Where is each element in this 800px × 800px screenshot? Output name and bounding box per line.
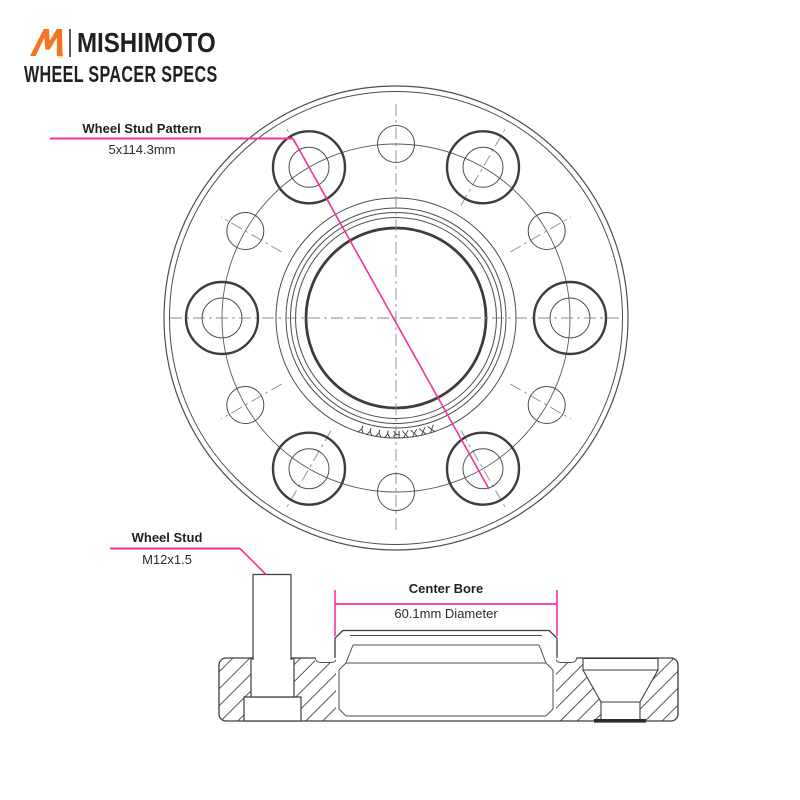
registered-mark: ® — [58, 53, 64, 60]
stud-pattern-label: Wheel Stud Pattern — [82, 121, 202, 136]
center-bore-label: Center Bore — [408, 581, 484, 596]
countersink-opening — [583, 659, 658, 671]
center-bore-hub — [335, 629, 557, 719]
stud-head — [244, 697, 301, 721]
relief-notch-left — [315, 657, 337, 663]
wheel-stud-value: M12x1.5 — [142, 552, 192, 567]
lug-seat-band — [594, 719, 646, 723]
center-bore-value: 60.1mm Diameter — [394, 606, 498, 621]
wheel-stud-leader-elbow — [240, 549, 266, 575]
stud-shoulder — [251, 659, 294, 698]
countersink-bore — [601, 702, 640, 721]
etch-text: XXXXRYYYY — [355, 421, 437, 440]
centerlines — [170, 104, 622, 532]
wheel-stud-section — [244, 575, 301, 722]
stud-shaft — [253, 575, 291, 661]
wheel-stud-label: Wheel Stud — [131, 530, 203, 545]
relief-notch-right — [555, 657, 577, 663]
side-section-view — [219, 575, 678, 723]
stud-pattern-value: 5x114.3mm — [108, 142, 176, 157]
page-title: WHEEL SPACER SPECS — [24, 61, 218, 87]
svg-text:XXXXRYYYY — [355, 422, 436, 440]
brand-title: MISHIMOTO — [77, 27, 216, 58]
